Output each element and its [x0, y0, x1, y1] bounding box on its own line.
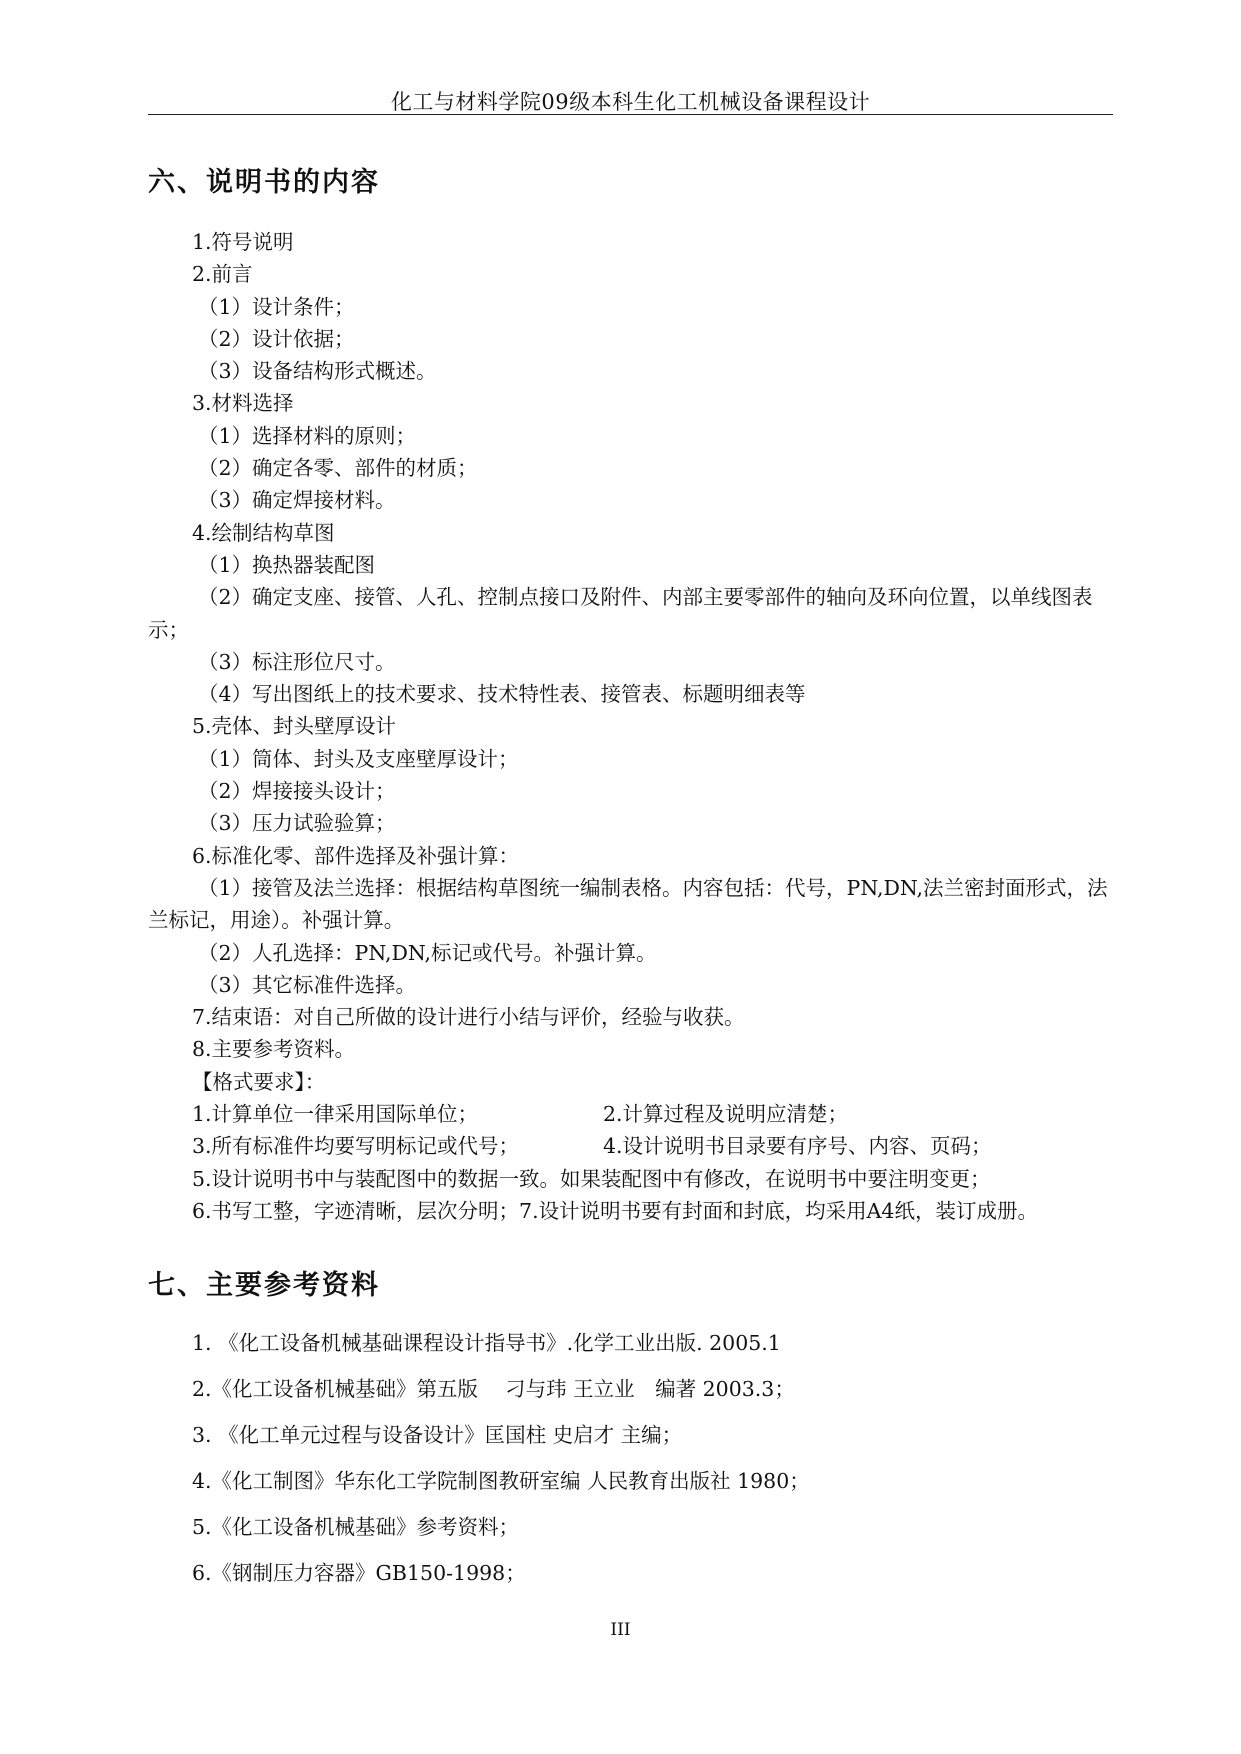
list-item: 2.前言	[192, 262, 253, 287]
format-row	[148, 1130, 1128, 1162]
list-item: 1.符号说明	[192, 230, 294, 254]
page-number: III	[610, 1620, 631, 1640]
list-item: （3）设备结构形式概述。	[198, 359, 437, 384]
list-item: 4.绘制结构草图	[192, 520, 335, 545]
format-heading: 【格式要求】：	[192, 1069, 326, 1094]
list-item: （2）焊接接头设计；	[198, 779, 396, 804]
list-item: （3）确定焊接材料。	[198, 488, 396, 513]
reference-item: 1. 《化工设备机械基础课程设计指导书》.化学工业出版. 2005.1	[192, 1331, 781, 1355]
list-item: （3）其它标准件选择。	[198, 972, 417, 997]
list-item: （1）接管及法兰选择：根据结构草图统一编制表格。内容包括：代号，PN,DN,法兰密封面形式，法兰标记，用途）。补强计算。	[148, 875, 1108, 933]
page-header: 化工与材料学院09级本科生化工机械设备课程设计	[390, 90, 871, 114]
reference-item: 6.《钢制压力容器》GB150-1998；	[192, 1561, 526, 1585]
section-6-heading: 六、说明书的内容	[148, 167, 380, 198]
list-item: （3）标注形位尺寸。	[198, 649, 396, 674]
section-6-body	[148, 226, 1128, 1227]
list-item: 7.结束语：对自己所做的设计进行小结与评价，经验与收获。	[192, 1005, 745, 1030]
format-item: 3.所有标准件均要写明标记或代号；	[192, 1134, 520, 1159]
list-item: （1）换热器装配图	[198, 552, 376, 577]
reference-item: 2.《化工设备机械基础》第五版 刁与玮 王立业 编著 2003.3；	[192, 1377, 795, 1401]
list-item: 5.壳体、封头壁厚设计	[192, 714, 397, 739]
list-item: 6.标准化零、部件选择及补强计算：	[192, 843, 520, 868]
list-item: （2）人孔选择：PN,DN,标记或代号。补强计算。	[198, 940, 657, 965]
format-row: 6.书写工整，字迹清晰，层次分明；7.设计说明书要有封面和封底，均采用A4纸，装订成册。	[192, 1198, 1038, 1223]
list-item: 8.主要参考资料。	[192, 1037, 356, 1062]
list-item: （2）设计依据；	[198, 326, 355, 351]
reference-list	[148, 1320, 1128, 1596]
format-row	[148, 1098, 1128, 1130]
format-item: 2.计算过程及说明应清楚；	[603, 1102, 849, 1127]
section-7-heading: 七、主要参考资料	[148, 1270, 380, 1301]
list-item: （2）确定各零、部件的材质；	[198, 456, 478, 481]
format-item: 1.计算单位一律采用国际单位；	[192, 1102, 479, 1127]
list-item: 3.材料选择	[192, 391, 294, 416]
list-item: （1）设计条件；	[198, 294, 355, 319]
list-item: （3）压力试验验算；	[198, 811, 396, 836]
list-item: （1）筒体、封头及支座壁厚设计；	[198, 746, 519, 771]
header-rule	[148, 114, 1113, 115]
reference-item: 3. 《化工单元过程与设备设计》匡国柱 史启才 主编；	[192, 1423, 683, 1447]
reference-item: 5.《化工设备机械基础》参考资料；	[192, 1515, 520, 1539]
reference-item: 4.《化工制图》华东化工学院制图教研室编 人民教育出版社 1980；	[192, 1469, 810, 1493]
list-item: （1）选择材料的原则；	[198, 423, 417, 448]
format-row: 5.设计说明书中与装配图中的数据一致。如果装配图中有修改，在说明书中要注明变更；	[192, 1166, 991, 1191]
format-item: 4.设计说明书目录要有序号、内容、页码；	[603, 1134, 992, 1159]
list-item: （4）写出图纸上的技术要求、技术特性表、接管表、标题明细表等	[198, 682, 806, 707]
list-item: （2）确定支座、接管、人孔、控制点接口及附件、内部主要零部件的轴向及环向位置，以单线图表示；	[148, 585, 1093, 642]
